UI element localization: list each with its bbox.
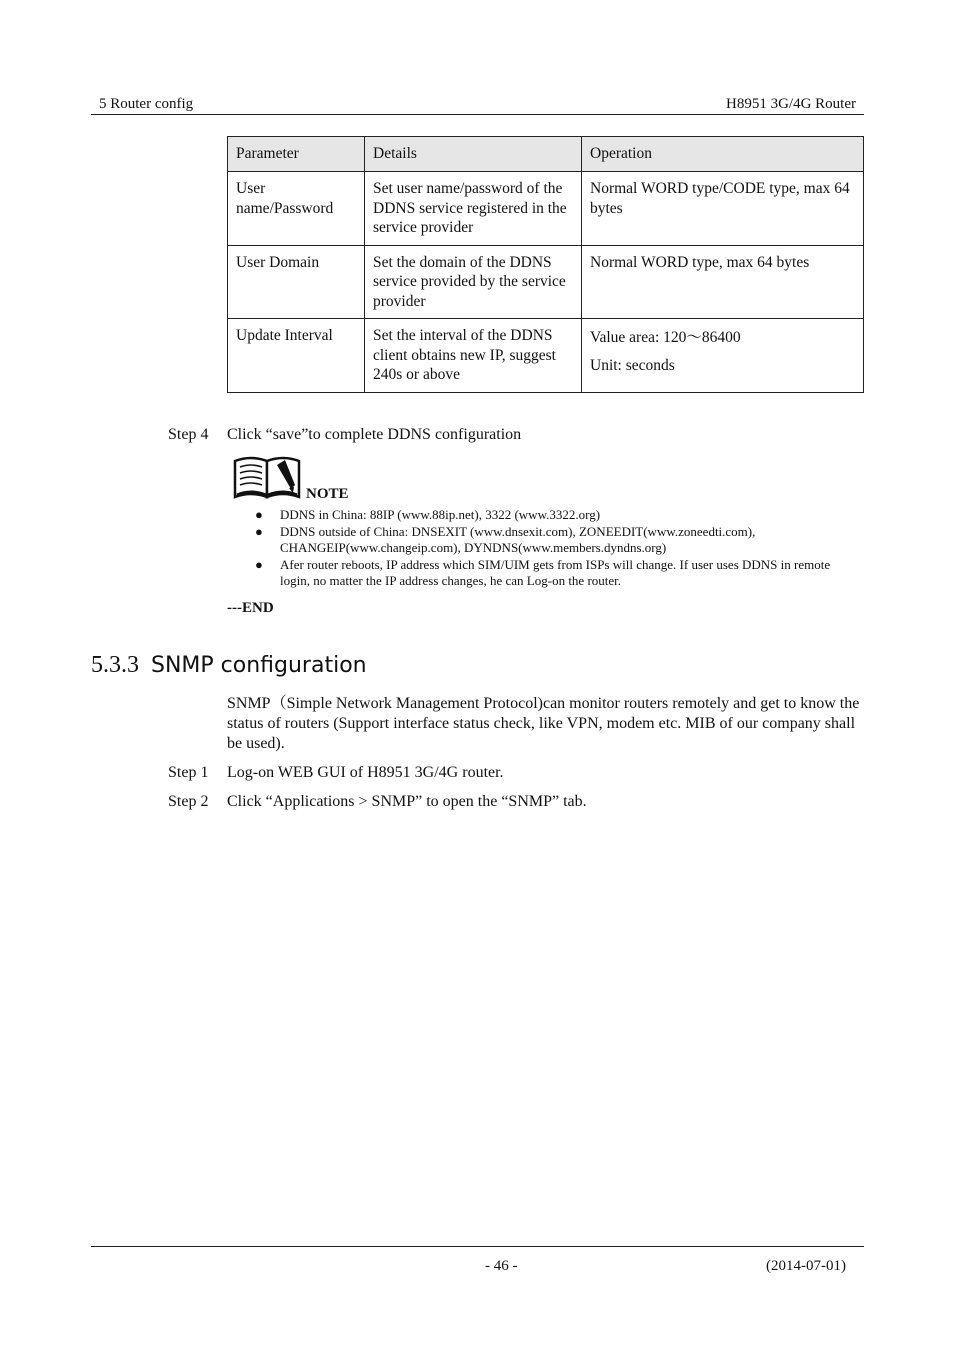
end-marker: ---END — [227, 600, 274, 616]
column-header-details: Details — [365, 137, 582, 172]
cell-operation — [582, 319, 864, 393]
cell-details: Set the domain of the DDNS service provided by the service provider — [365, 245, 582, 319]
list-item — [255, 507, 855, 524]
note-icon — [233, 455, 358, 501]
operation-text: Normal WORD type/CODE type, max 64 bytes — [590, 180, 850, 217]
bullet-icon: ● — [255, 523, 263, 539]
bullet-icon: ● — [255, 507, 263, 522]
step-2-label: Step 2 — [168, 793, 209, 810]
step-1-label: Step 1 — [168, 764, 209, 781]
step-4-text: Click “save”to complete DDNS configuration — [227, 426, 522, 443]
cell-details: Set the interval of the DDNS client obtains new IP, suggest 240s or above — [365, 319, 582, 393]
header-divider — [91, 114, 864, 115]
operation-text: Unit: seconds — [590, 356, 675, 374]
note-text: Afer router reboots, IP address which SIM/UIM gets from ISPs will change. If user uses DDNS in remote login, no matter the IP address changes, he can Log-on the router. — [280, 556, 831, 588]
note-text: DDNS outside of China: DNSEXIT (www.dnsexit.com), ZONEEDIT(www.zoneedti.com), CHANGEIP(www.changeip.com), DYNDNS(www.members.dyndns.org) — [280, 523, 756, 555]
note-label: NOTE — [306, 486, 349, 501]
header-product: H8951 3G/4G Router — [726, 96, 856, 112]
table-header-row — [228, 137, 864, 172]
step-2-text: Click “Applications > SNMP” to open the “SNMP” tab. — [227, 793, 587, 810]
column-header-operation: Operation — [582, 137, 864, 172]
section-heading — [91, 652, 367, 679]
header-chapter: 5 Router config — [99, 96, 194, 112]
step-4-label: Step 4 — [168, 426, 209, 443]
bullet-icon: ● — [255, 556, 263, 572]
open-book-icon — [233, 455, 358, 501]
cell-operation — [582, 245, 864, 319]
section-title: SNMP configuration — [151, 653, 367, 678]
table-row — [228, 172, 864, 246]
ddns-parameter-table — [227, 136, 864, 393]
cell-parameter: User name/Password — [228, 172, 365, 246]
cell-parameter: Update Interval — [228, 319, 365, 393]
section-intro: SNMP（Simple Network Management Protocol)can monitor routers remotely and get to know the status of routers (Support interface status check, like VPN, modem etc. MIB of our company shall be used). — [227, 695, 860, 752]
cell-details: Set user name/password of the DDNS service registered in the service provider — [365, 172, 582, 246]
note-text: DDNS in China: 88IP (www.88ip.net), 3322 (www.3322.org) — [280, 507, 601, 522]
table-row — [228, 245, 864, 319]
list-item — [255, 524, 855, 557]
page-number: - 46 - — [485, 1258, 518, 1274]
operation-text: Value area: 120～86400 — [590, 329, 741, 346]
column-header-parameter: Parameter — [228, 137, 365, 172]
note-list — [255, 507, 855, 590]
list-item — [255, 557, 855, 590]
step-1-text: Log-on WEB GUI of H8951 3G/4G router. — [227, 764, 504, 781]
section-number: 5.3.3 — [91, 652, 139, 678]
table-row — [228, 319, 864, 393]
operation-text: Normal WORD type, max 64 bytes — [590, 253, 810, 271]
document-date: (2014-07-01) — [766, 1258, 846, 1274]
cell-parameter: User Domain — [228, 245, 365, 319]
cell-operation — [582, 172, 864, 246]
footer-divider — [91, 1246, 864, 1247]
